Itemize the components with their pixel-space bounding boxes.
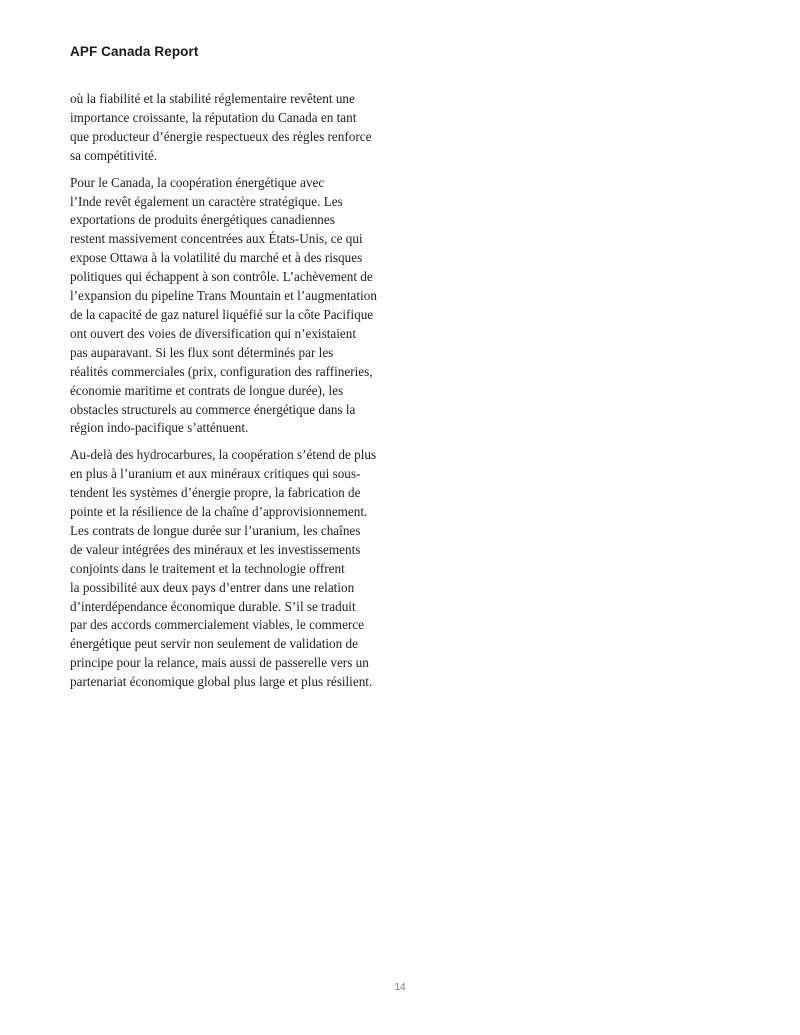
text-line: obstacles structurels au commerce énergétique dans la xyxy=(70,401,356,417)
paragraph-1 xyxy=(70,90,400,166)
text-line: d’interdépendance économique durable. S’il se traduit xyxy=(70,598,356,614)
paragraph-3 xyxy=(70,446,400,692)
text-line: Les contrats de longue durée sur l’uranium, les chaînes xyxy=(70,522,361,538)
text-line: en plus à l’uranium et aux minéraux critiques qui sous- xyxy=(70,466,361,482)
text-line: de la capacité de gaz naturel liquéfié sur la côte Pacifique xyxy=(70,306,374,322)
text-line: Pour le Canada, la coopération énergétique avec xyxy=(70,174,325,190)
text-line: conjoints dans le traitement et la technologie offrent xyxy=(70,560,345,576)
text-line: que producteur d’énergie respectueux des règles renforce xyxy=(70,128,372,144)
paragraph-2 xyxy=(70,174,400,439)
report-header-title: APF Canada Report xyxy=(70,44,199,59)
text-line: expose Ottawa à la volatilité du marché et à des risques xyxy=(70,250,363,266)
text-line: sa compétitivité. xyxy=(70,147,158,163)
text-line: restent massivement concentrées aux États-Unis, ce qui xyxy=(70,231,363,247)
text-line: économie maritime et contrats de longue durée), les xyxy=(70,382,344,398)
text-line: Au-delà des hydrocarbures, la coopération s’étend de plus xyxy=(70,447,377,463)
text-line: pas auparavant. Si les flux sont déterminés par les xyxy=(70,344,334,360)
text-line: partenariat économique global plus large et plus résilient. xyxy=(70,674,373,690)
text-line: politiques qui échappent à son contrôle. L’achèvement de xyxy=(70,269,373,285)
text-line: de valeur intégrées des minéraux et les investissements xyxy=(70,541,361,557)
text-line: la possibilité aux deux pays d’entrer dans une relation xyxy=(70,579,355,595)
text-line: l’Inde revêt également un caractère stratégique. Les xyxy=(70,193,343,209)
text-line: pointe et la résilience de la chaîne d’approvisionnement. xyxy=(70,504,368,520)
text-line: importance croissante, la réputation du Canada en tant xyxy=(70,109,357,125)
text-line: énergétique peut servir non seulement de validation de xyxy=(70,636,358,652)
text-line: où la fiabilité et la stabilité réglementaire revêtent une xyxy=(70,91,355,106)
text-line: réalités commerciales (prix, configuration des raffineries, xyxy=(70,363,373,379)
text-line: par des accords commercialement viables, le commerce xyxy=(70,617,365,633)
text-line: principe pour la relance, mais aussi de passerelle vers un xyxy=(70,655,369,671)
text-line: exportations de produits énergétiques canadiennes xyxy=(70,212,335,228)
body-text-column xyxy=(70,90,400,700)
text-line: ont ouvert des voies de diversification qui n’existaient xyxy=(70,325,357,341)
text-line: tendent les systèmes d’énergie propre, la fabrication de xyxy=(70,485,361,501)
page-number: 14 xyxy=(394,982,406,993)
text-line: l’expansion du pipeline Trans Mountain et l’augmentation xyxy=(70,288,377,304)
text-line: région indo-pacifique s’atténuent. xyxy=(70,420,249,436)
